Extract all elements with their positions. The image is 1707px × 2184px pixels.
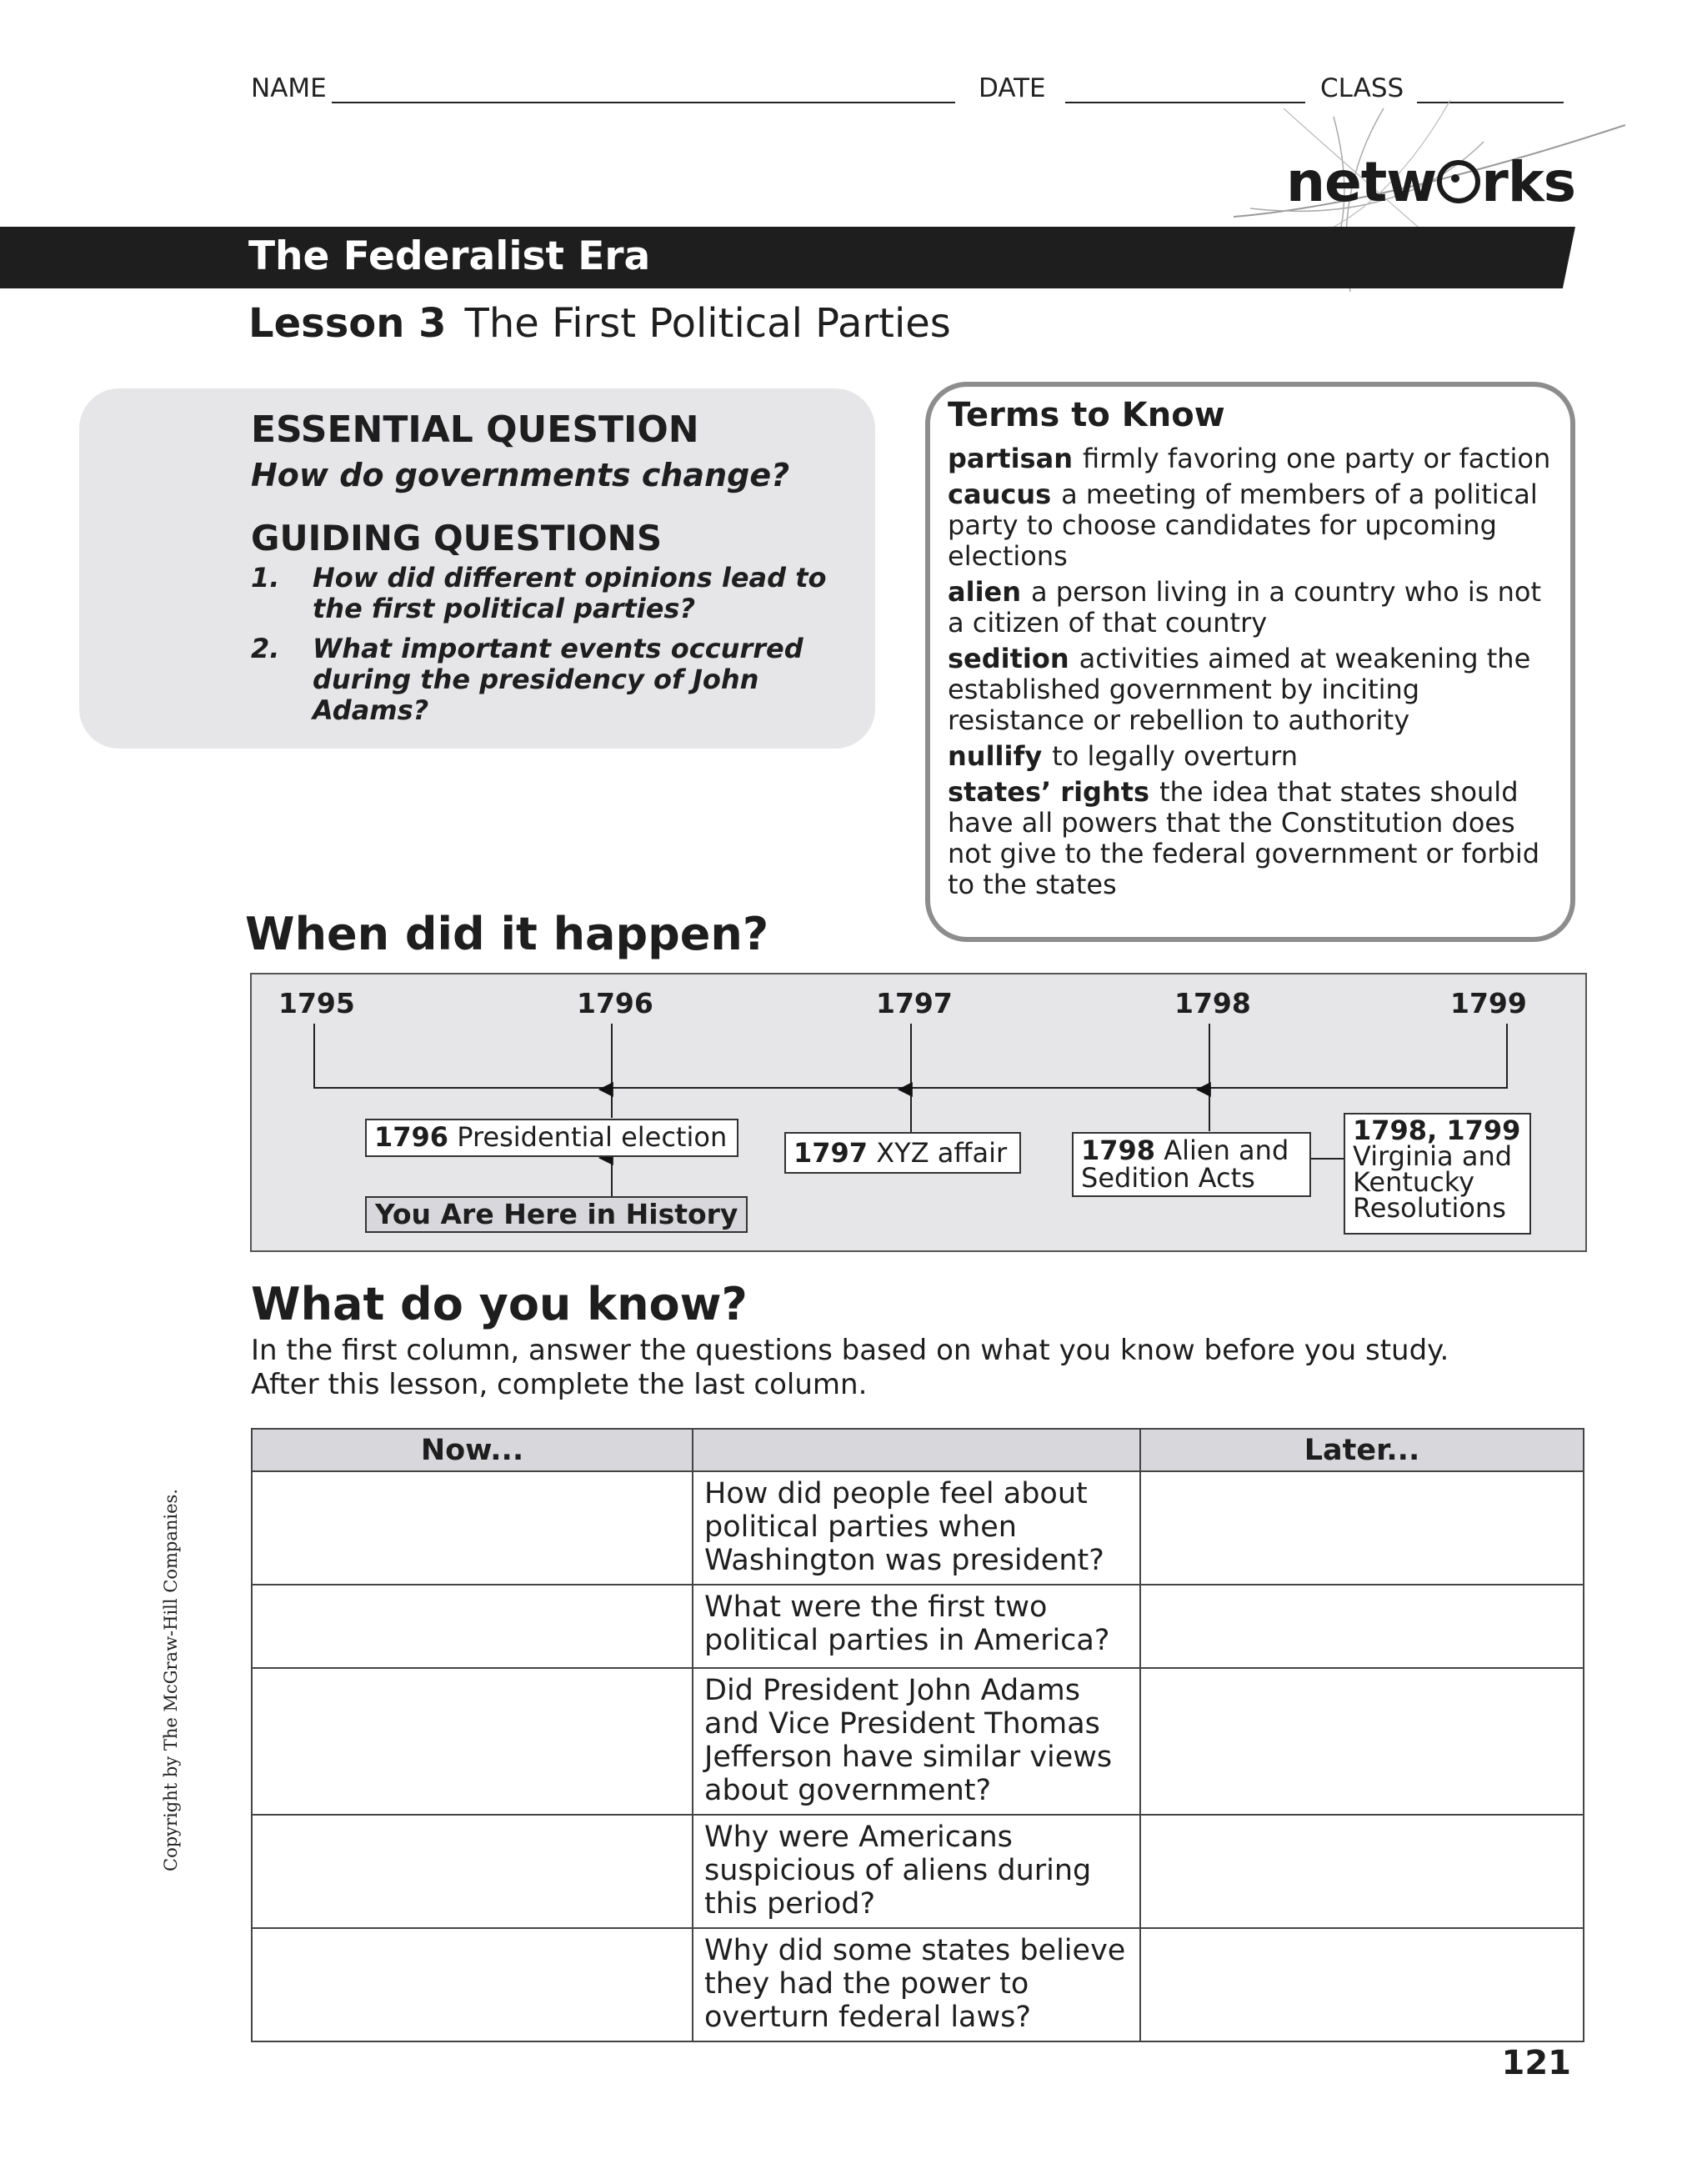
you-are-here-label: You Are Here in History	[365, 1196, 748, 1233]
timeline-heading: When did it happen?	[245, 908, 769, 960]
lesson-number: Lesson 3	[248, 300, 447, 347]
guiding-questions-list	[251, 563, 834, 735]
later-answer-cell[interactable]	[1140, 1668, 1584, 1815]
question-cell: Why were Americans suspicious of aliens during this period?	[693, 1815, 1140, 1928]
column-header-question	[693, 1429, 1140, 1471]
timeline-year: 1795	[278, 987, 355, 1019]
lesson-title: The First Political Parties	[464, 300, 951, 347]
timeline-year: 1797	[876, 987, 953, 1019]
logo-text-part2: rks	[1481, 150, 1575, 214]
know-heading: What do you know?	[251, 1278, 748, 1330]
timeline-event	[1072, 1132, 1311, 1197]
event-year: 1798, 1799	[1353, 1115, 1521, 1146]
term-definition: activities aimed at weakening the established government by inciting resistance or rebellion to authority	[948, 643, 1531, 736]
event-text: Virginia and Kentucky Resolutions	[1353, 1140, 1513, 1224]
instruction-line: In the first column, answer the questions based on what you know before you study.	[251, 1334, 1449, 1367]
know-table	[251, 1428, 1584, 2042]
term-word: caucus	[948, 478, 1052, 510]
networks-logo	[1286, 150, 1575, 214]
terms-heading: Terms to Know	[948, 396, 1225, 434]
term-word: sedition	[948, 643, 1069, 674]
class-label: CLASS	[1320, 73, 1404, 103]
term-word: states’ rights	[948, 776, 1150, 808]
know-instructions	[251, 1334, 1584, 1402]
table-row	[252, 1928, 1584, 2041]
question-cell: Did President John Adams and Vice President Thomas Jefferson have similar views about government?	[693, 1668, 1140, 1815]
term-definition: firmly favoring one party or faction	[1082, 443, 1551, 474]
term-definition: a meeting of members of a political party to choose candidates for upcoming elections	[948, 478, 1538, 572]
later-answer-cell[interactable]	[1140, 1471, 1584, 1585]
question-cell: Why did some states believe they had the power to overturn federal laws?	[693, 1928, 1140, 2041]
guiding-questions-heading: GUIDING QUESTIONS	[251, 518, 663, 559]
term-word: nullify	[948, 740, 1043, 772]
logo-o-icon	[1437, 160, 1480, 203]
term-entry	[948, 777, 1556, 900]
now-answer-cell[interactable]	[252, 1928, 693, 2041]
column-header-now: Now...	[252, 1429, 693, 1471]
timeline-year: 1798	[1174, 987, 1251, 1019]
event-year: 1796	[374, 1121, 449, 1153]
term-definition: the idea that states should have all powers that the Constitution does not give to the federal government or forbid to the states	[948, 776, 1540, 900]
name-label: NAME	[251, 73, 327, 103]
later-answer-cell[interactable]	[1140, 1815, 1584, 1928]
term-word: alien	[948, 576, 1022, 608]
term-entry	[948, 644, 1556, 736]
term-entry	[948, 577, 1556, 639]
logo-text-part1: netw	[1285, 150, 1437, 214]
timeline-year: 1799	[1450, 987, 1527, 1019]
event-year: 1797	[793, 1137, 869, 1169]
essential-question-heading: ESSENTIAL QUESTION	[251, 408, 699, 451]
essential-question-text: How do governments change?	[251, 457, 790, 493]
terms-list	[948, 443, 1556, 905]
copyright-text: Copyright by The McGraw-Hill Companies.	[161, 1489, 181, 1871]
now-answer-cell[interactable]	[252, 1815, 693, 1928]
timeline-event	[365, 1119, 738, 1157]
event-text: Alien and Sedition Acts	[1081, 1135, 1289, 1194]
name-field-line[interactable]	[332, 102, 955, 103]
chapter-bar	[0, 227, 1575, 288]
date-label: DATE	[979, 73, 1046, 103]
question-cell: What were the first two political parties in America?	[693, 1585, 1140, 1668]
now-answer-cell[interactable]	[252, 1585, 693, 1668]
timeline-event	[784, 1132, 1021, 1174]
lesson-heading	[248, 297, 951, 350]
guiding-question-number: 1.	[251, 562, 280, 594]
now-answer-cell[interactable]	[252, 1471, 693, 1585]
guiding-question-number: 2.	[251, 633, 280, 664]
guiding-question-text: How did different opinions lead to the first political parties?	[313, 562, 827, 624]
term-word: partisan	[948, 443, 1073, 474]
event-text: Presidential election	[457, 1121, 728, 1153]
later-answer-cell[interactable]	[1140, 1928, 1584, 2041]
chapter-title: The Federalist Era	[248, 233, 651, 279]
table-row	[252, 1471, 1584, 1585]
instruction-line: After this lesson, complete the last column.	[251, 1368, 868, 1401]
term-definition: a person living in a country who is not a citizen of that country	[948, 576, 1542, 639]
term-entry	[948, 741, 1556, 772]
table-row	[252, 1668, 1584, 1815]
guiding-question	[251, 563, 834, 624]
table-row	[252, 1585, 1584, 1668]
timeline-event	[1344, 1113, 1531, 1235]
page-number: 121	[1501, 2044, 1571, 2082]
question-cell: How did people feel about political parties when Washington was president?	[693, 1471, 1140, 1585]
term-definition: to legally overturn	[1052, 740, 1298, 772]
term-entry	[948, 443, 1556, 474]
guiding-question	[251, 634, 834, 726]
event-text: XYZ affair	[876, 1137, 1008, 1169]
guiding-question-text: What important events occurred during the presidency of John Adams?	[313, 633, 803, 726]
now-answer-cell[interactable]	[252, 1668, 693, 1815]
table-row	[252, 1815, 1584, 1928]
event-year: 1798	[1081, 1135, 1156, 1166]
later-answer-cell[interactable]	[1140, 1585, 1584, 1668]
term-entry	[948, 479, 1556, 572]
table-header-row	[252, 1429, 1584, 1471]
timeline-year: 1796	[577, 987, 653, 1019]
column-header-later: Later...	[1140, 1429, 1584, 1471]
